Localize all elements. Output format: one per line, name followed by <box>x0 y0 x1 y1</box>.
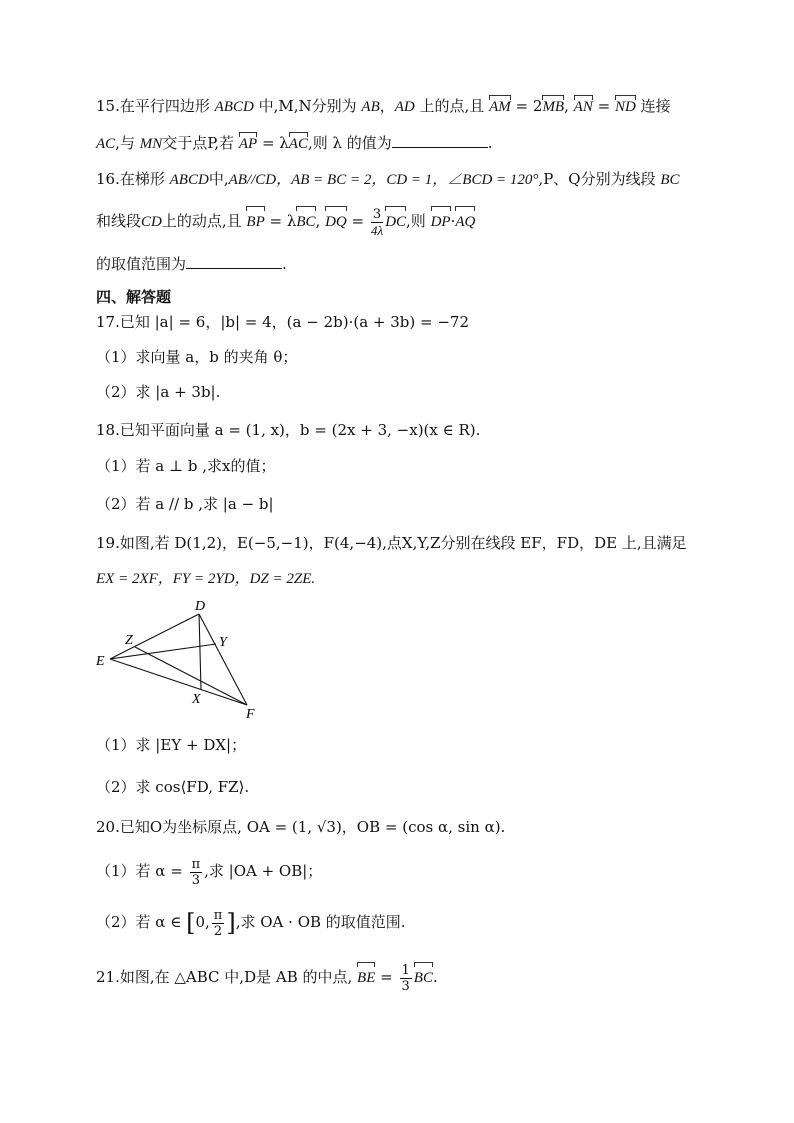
q20-left-bracket: [ <box>186 909 196 937</box>
q15-ab: AB <box>361 99 380 115</box>
q20-text: ,求 OA · OB 的取值范围. <box>235 913 406 931</box>
q20-text: （2）若 α ∈ <box>96 913 182 931</box>
q16-bc: BC <box>660 172 680 188</box>
q16-condition: AB//CD，AB = BC = 2，CD = 1，∠BCD = 120° <box>228 172 539 188</box>
q16-text: ,则 <box>406 212 426 230</box>
q16-frac-den: 4λ <box>370 222 384 238</box>
q18-part-2: （2）若 a // b ,求 |a − b| <box>96 495 274 513</box>
q16-line-1 <box>96 168 680 191</box>
q16-text: 16.在梯形 <box>96 170 165 188</box>
q15-comma: ， <box>379 97 395 115</box>
q16-vector-bp: BP <box>246 207 264 237</box>
q15-text: ,则 λ 的值为 <box>307 134 392 152</box>
q20-frac-num: π <box>191 856 201 872</box>
segment-fz <box>135 647 247 705</box>
q20-fraction-pi-2 <box>212 908 225 939</box>
q21-vector-bc: BC <box>414 963 433 993</box>
q21-stem <box>96 962 438 994</box>
q16-text: 中, <box>208 170 229 188</box>
q16-vector-aq: AQ <box>455 207 475 237</box>
label-z: Z <box>125 633 133 648</box>
q20-text: （1）若 α = <box>96 862 183 880</box>
q20-frac-den: 3 <box>191 872 200 888</box>
label-y: Y <box>219 635 227 650</box>
q21-vector-be: BE <box>357 963 375 993</box>
q19-condition: EX = 2XF，FY = 2YD，DZ = 2ZE. <box>96 571 316 587</box>
q16-dot: · <box>450 212 456 230</box>
q16-text: 的取值范围为 <box>96 255 187 273</box>
label-e: E <box>96 654 105 669</box>
q19-stem: 19.如图,若 D(1,2)，E(−5,−1)，F(4,−4),点X,Y,Z分别在线段 EF，FD，DE 上,且满足 <box>96 534 687 552</box>
q21-fraction <box>400 963 412 994</box>
label-x: X <box>192 692 201 707</box>
q17-part-1: （1）求向量 a，b 的夹角 θ； <box>96 348 298 366</box>
q16-fraction <box>371 207 383 238</box>
q15-text: 交于点P,若 <box>162 134 235 152</box>
q20-fraction-pi-3 <box>190 857 203 888</box>
q19-part-2: （2）求 cos⟨FD, FZ⟩. <box>96 778 250 796</box>
q17-stem: 17.已知 |a| = 6，|b| = 4，(a − 2b)·(a + 3b) = −72 <box>96 313 470 331</box>
q16-cd: CD <box>141 214 162 230</box>
q15-eq: = <box>597 97 611 115</box>
q16-answer-blank[interactable] <box>186 252 282 269</box>
q20-stem: 20.已知O为坐标原点, OA = (1, √3)，OB = (cos α, sin α). <box>96 818 506 836</box>
q16-text: ,P、Q分别为线段 <box>538 170 656 188</box>
q15-text: 15.在平行四边形 <box>96 97 210 115</box>
q16-line-2: 和线段CD上的动点,且 BP = λBC, DQ = $\frac{3}{4\lambda}$ DC,则 DP·AQ <box>96 206 476 238</box>
label-d: D <box>195 599 206 614</box>
segment-dx <box>199 614 201 689</box>
q15-line-1: 15.在平行四边形 ABCD 中,M,N分别为 AB，AD 上的点,且 AM = 2MB, AN = ND 连接 <box>96 95 671 118</box>
q21-eq: = <box>380 968 393 986</box>
label-f: F <box>246 707 255 722</box>
q15-line-2: AC,与 MN交于点P,若 AP = λAC,则 λ 的值为 . <box>96 131 493 155</box>
q21-frac-num: 1 <box>401 962 410 978</box>
q15-answer-blank[interactable] <box>392 131 488 148</box>
q16-line-3 <box>96 252 287 275</box>
q19-part-1: （1）求 |EY + DX|； <box>96 736 247 754</box>
q16-eq: = <box>351 212 365 230</box>
q15-text: ,与 <box>115 134 135 152</box>
q16-frac-num: 3 <box>372 206 382 222</box>
q16-vector-dc: DC <box>385 207 406 237</box>
q20-text: 0, <box>195 913 210 931</box>
q15-vector-am: AM <box>489 96 511 118</box>
q15-text: 上的点,且 <box>419 97 485 115</box>
q18-stem: 18.已知平面向量 a = (1, x)，b = (2x + 3, −x)(x ∈ R). <box>96 421 481 439</box>
q15-text: 中,M,N分别为 <box>258 97 357 115</box>
q15-eq: = λ <box>261 134 289 152</box>
q15-vector-mb: MB <box>542 96 564 118</box>
q15-ac: AC <box>96 136 116 152</box>
q15-mn: MN <box>139 136 163 152</box>
q21-frac-den: 3 <box>401 978 410 994</box>
q18-part-1: （1）若 a ⊥ b ,求x的值； <box>96 457 276 475</box>
q15-abcd: ABCD <box>214 99 254 115</box>
q16-text: 和线段 <box>96 212 142 230</box>
q15-eq: = 2 <box>515 97 543 115</box>
q16-vector-dp: DP <box>431 207 451 237</box>
q16-eq: = λ <box>269 212 297 230</box>
q15-vector-ap: AP <box>239 133 257 155</box>
q16-text: 上的动点,且 <box>161 212 242 230</box>
q15-ad: AD <box>394 99 415 115</box>
q16-vector-dq: DQ <box>325 207 347 237</box>
triangle-figure <box>92 596 272 722</box>
q20-right-bracket: ] <box>226 909 236 937</box>
q15-vector-ac: AC <box>289 133 308 155</box>
q20-frac-num: π <box>213 907 223 923</box>
q21-period: . <box>432 968 438 986</box>
q20-frac-den: 2 <box>213 923 223 939</box>
section-heading: 四、解答题 <box>96 288 172 306</box>
q17-part-2: （2）求 |a + 3b|. <box>96 383 221 401</box>
q20-text: ,求 |OA + OB|； <box>204 862 323 880</box>
q15-vector-nd: ND <box>615 96 636 118</box>
q16-abcd: ABCD <box>169 172 209 188</box>
q20-part-2 <box>96 904 406 941</box>
q16-vector-bc: BC <box>296 207 315 237</box>
q16-period: . <box>282 255 287 273</box>
q21-text: 21.如图,在 △ABC 中,D是 AB 的中点, <box>96 968 353 986</box>
q15-text: 连接 <box>640 97 671 115</box>
q20-part-1 <box>96 856 322 888</box>
q15-vector-an: AN <box>574 96 593 118</box>
